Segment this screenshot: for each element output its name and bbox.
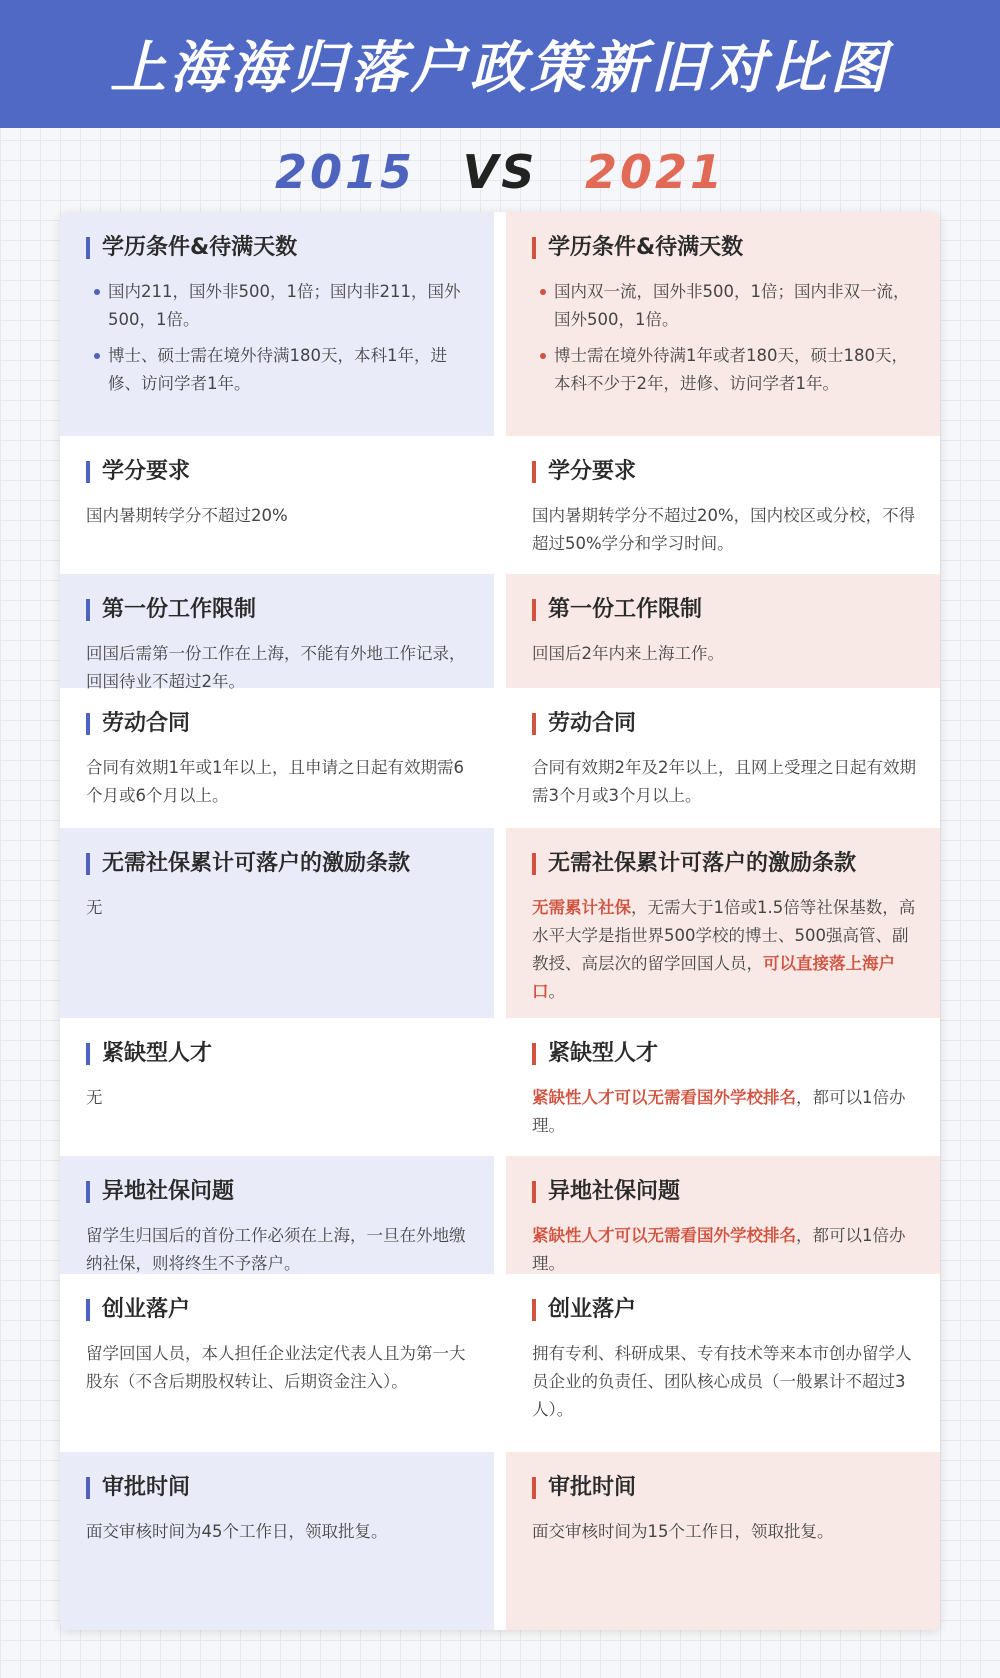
accent-bar bbox=[532, 713, 536, 735]
row-labor-contract bbox=[60, 688, 940, 828]
section-heading: 紧缺型人才 bbox=[102, 1041, 213, 1066]
bullet-list bbox=[86, 278, 476, 398]
new-policy-cell bbox=[506, 574, 940, 688]
row-scarce-talent bbox=[60, 1018, 940, 1156]
accent-bar bbox=[532, 853, 536, 875]
section-heading: 劳动合同 bbox=[102, 711, 191, 736]
bullet-item: 博士需在境外待满1年或者180天，硕士180天，本科不少于2年，进修、访问学者1年。 bbox=[532, 342, 922, 398]
new-policy-cell bbox=[506, 828, 940, 1018]
row-startup bbox=[60, 1274, 940, 1452]
section-heading: 异地社保问题 bbox=[548, 1179, 681, 1204]
new-policy-cell bbox=[506, 212, 940, 436]
section-heading: 第一份工作限制 bbox=[548, 597, 703, 622]
accent-bar bbox=[86, 1043, 90, 1065]
highlight-text: 可以直接落上海户口 bbox=[532, 954, 895, 1001]
accent-bar bbox=[86, 1477, 90, 1499]
body-text: ，无需大于1倍或1.5倍等社保基数，高水平大学是指世界500学校的博士、500强高管、副教授、高层次的留学回国人员， bbox=[532, 898, 916, 973]
title-banner bbox=[0, 0, 1000, 128]
policy-text: 合同有效期2年及2年以上，且网上受理之日起有效期需3个月或3个月以上。 bbox=[532, 758, 916, 805]
body-text: 。 bbox=[548, 982, 565, 1001]
section-heading: 审批时间 bbox=[548, 1475, 637, 1500]
new-policy-cell bbox=[506, 1452, 940, 1630]
accent-bar bbox=[532, 1477, 536, 1499]
bullet-item: 国内211，国外非500，1倍；国内非211，国外500，1倍。 bbox=[86, 278, 476, 334]
accent-bar bbox=[86, 853, 90, 875]
bullet-item: 博士、硕士需在境外待满180天，本科1年，进修、访问学者1年。 bbox=[86, 342, 476, 398]
accent-bar bbox=[86, 461, 90, 483]
bullet-item: 国内双一流，国外非500，1倍；国内非双一流，国外500，1倍。 bbox=[532, 278, 922, 334]
section-heading: 学分要求 bbox=[102, 459, 191, 484]
policy-text bbox=[532, 1222, 922, 1278]
accent-bar bbox=[86, 599, 90, 621]
policy-text: 无 bbox=[86, 1088, 103, 1107]
accent-bar bbox=[532, 461, 536, 483]
section-heading: 学分要求 bbox=[548, 459, 637, 484]
highlight-text: 紧缺性人才可以无需看国外学校排名 bbox=[532, 1088, 796, 1107]
old-policy-cell bbox=[60, 1156, 494, 1274]
row-incentive bbox=[60, 828, 940, 1018]
policy-text: 国内暑期转学分不超过20%，国内校区或分校，不得超过50%学分和学习时间。 bbox=[532, 506, 916, 553]
accent-bar bbox=[86, 713, 90, 735]
accent-bar bbox=[532, 599, 536, 621]
policy-text: 合同有效期1年或1年以上，且申请之日起有效期需6个月或6个月以上。 bbox=[86, 758, 464, 805]
body-text: ，都可以1倍办理。 bbox=[532, 1088, 906, 1135]
accent-bar bbox=[532, 1299, 536, 1321]
policy-text: 面交审核时间为15个工作日，领取批复。 bbox=[532, 1522, 834, 1541]
section-heading: 学历条件&待满天数 bbox=[102, 235, 298, 260]
policy-text: 留学回国人员，本人担任企业法定代表人且为第一大股东（不含后期股权转让、后期资金注入）。 bbox=[86, 1344, 466, 1391]
accent-bar bbox=[86, 1299, 90, 1321]
body-text: ，都可以1倍办理。 bbox=[532, 1226, 906, 1273]
section-heading: 创业落户 bbox=[102, 1297, 191, 1322]
section-heading: 第一份工作限制 bbox=[102, 597, 257, 622]
year-new: 2021 bbox=[585, 145, 726, 199]
year-old: 2015 bbox=[274, 145, 415, 199]
highlight-text: 紧缺性人才可以无需看国外学校排名 bbox=[532, 1226, 796, 1245]
policy-text bbox=[532, 1084, 922, 1140]
new-policy-cell bbox=[506, 1018, 940, 1156]
row-approval-time bbox=[60, 1452, 940, 1630]
page-title: 上海海归落户政策新旧对比图 bbox=[110, 36, 890, 101]
policy-text: 回国后需第一份工作在上海，不能有外地工作记录，回国待业不超过2年。 bbox=[86, 644, 466, 691]
vs-label: VS bbox=[462, 145, 538, 199]
row-credits bbox=[60, 436, 940, 574]
policy-text: 无 bbox=[86, 898, 103, 917]
section-heading: 紧缺型人才 bbox=[548, 1041, 659, 1066]
section-heading: 学历条件&待满天数 bbox=[548, 235, 744, 260]
accent-bar bbox=[532, 1043, 536, 1065]
old-policy-cell bbox=[60, 1018, 494, 1156]
highlight-text: 无需累计社保 bbox=[532, 898, 631, 917]
row-remote-social-security bbox=[60, 1156, 940, 1274]
section-heading: 异地社保问题 bbox=[102, 1179, 235, 1204]
new-policy-cell bbox=[506, 1274, 940, 1452]
old-policy-cell bbox=[60, 1274, 494, 1452]
comparison-card bbox=[60, 212, 940, 1630]
section-heading: 无需社保累计可落户的激励条款 bbox=[548, 851, 857, 876]
accent-bar bbox=[86, 237, 90, 259]
new-policy-cell bbox=[506, 436, 940, 574]
policy-text bbox=[532, 894, 922, 1006]
accent-bar bbox=[532, 1181, 536, 1203]
row-first-job bbox=[60, 574, 940, 691]
new-policy-cell bbox=[506, 688, 940, 828]
row-education bbox=[60, 212, 940, 436]
accent-bar bbox=[86, 1181, 90, 1203]
policy-text: 回国后2年内来上海工作。 bbox=[532, 644, 724, 663]
policy-text: 留学生归国后的首份工作必须在上海，一旦在外地缴纳社保，则将终生不予落户。 bbox=[86, 1226, 466, 1273]
policy-text: 面交审核时间为45个工作日，领取批复。 bbox=[86, 1522, 388, 1541]
old-policy-cell bbox=[60, 828, 494, 1018]
old-policy-cell bbox=[60, 1452, 494, 1630]
old-policy-cell bbox=[60, 212, 494, 436]
section-heading: 审批时间 bbox=[102, 1475, 191, 1500]
old-policy-cell bbox=[60, 574, 494, 691]
year-comparison-header bbox=[0, 140, 1000, 204]
old-policy-cell bbox=[60, 436, 494, 574]
bullet-list bbox=[532, 278, 922, 398]
section-heading: 劳动合同 bbox=[548, 711, 637, 736]
new-policy-cell bbox=[506, 1156, 940, 1274]
policy-text: 拥有专利、科研成果、专有技术等来本市创办留学人员企业的负责任、团队核心成员（一般累计不超过3人）。 bbox=[532, 1344, 912, 1419]
policy-text: 国内暑期转学分不超过20% bbox=[86, 506, 288, 525]
section-heading: 创业落户 bbox=[548, 1297, 637, 1322]
section-heading: 无需社保累计可落户的激励条款 bbox=[102, 851, 411, 876]
accent-bar bbox=[532, 237, 536, 259]
old-policy-cell bbox=[60, 688, 494, 828]
